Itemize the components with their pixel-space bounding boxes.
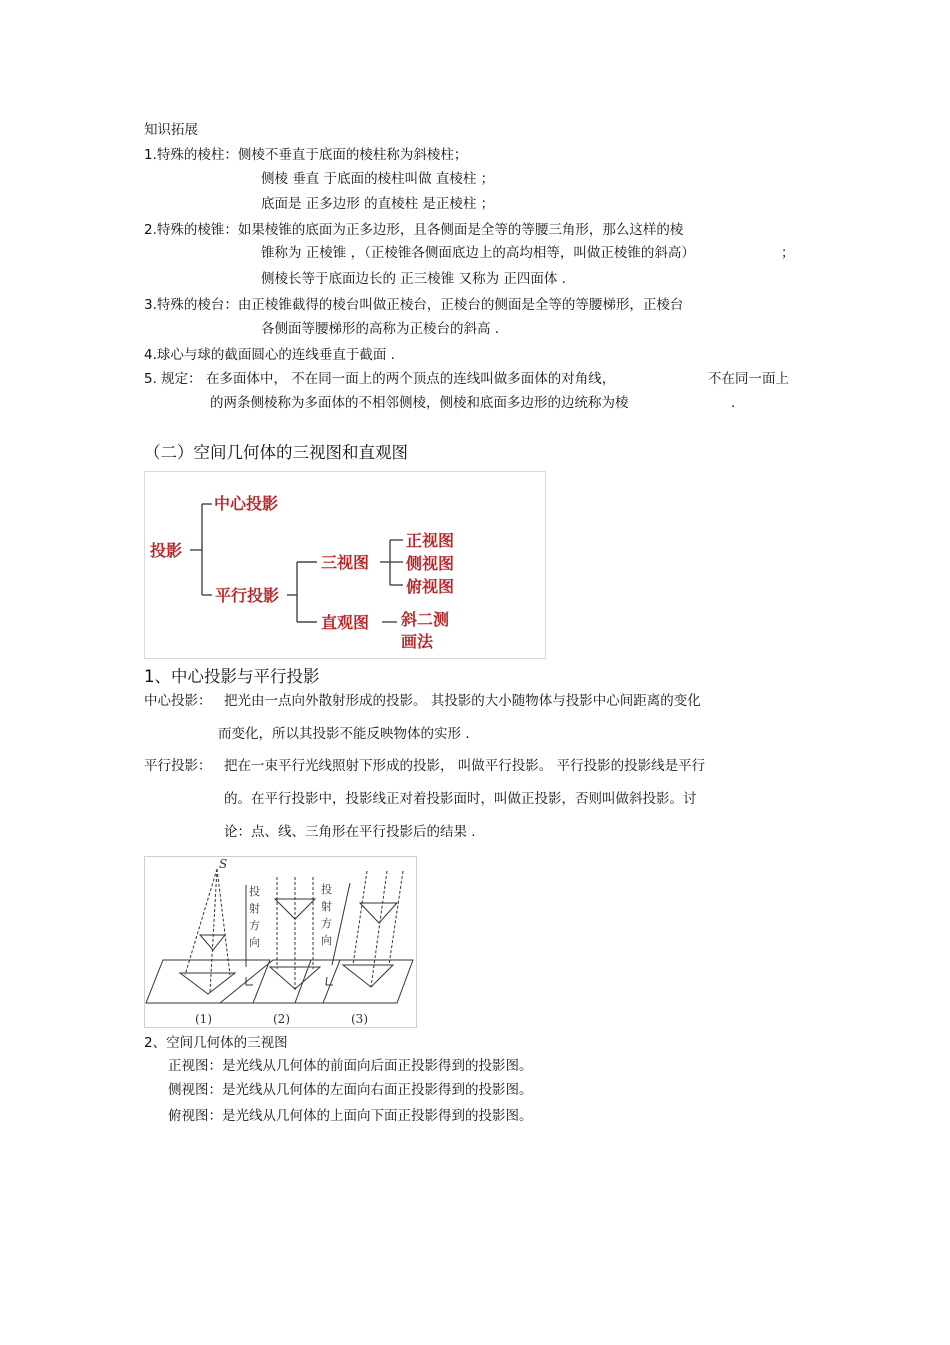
central-projection-line1: 把光由一点向外散射形成的投影。 其投影的大小随物体与投影中心间距离的变化 bbox=[224, 693, 701, 709]
diagram-central-label: 中心投影 bbox=[214, 494, 279, 513]
parallel-projection-line3: 论：点、线、三角形在平行投影后的结果 . bbox=[224, 824, 476, 840]
item2-line1: 2.特殊的棱锥：如果棱锥的底面为正多边形，且各侧面是全等的等腰三角形，那么这样的棱 bbox=[144, 222, 684, 238]
direction-label-char-2: 射 bbox=[249, 902, 260, 915]
parallel-projection-line2: 的。在平行投影中，投影线正对着投影面时，叫做正投影，否则叫做斜投影。讨 bbox=[224, 791, 697, 807]
item5-line2-end: . bbox=[731, 395, 736, 411]
section2-title: （二）空间几何体的三视图和直观图 bbox=[144, 443, 408, 462]
item1-line3: 底面是 正多边形 的直棱柱 是正棱柱 ； bbox=[261, 196, 495, 212]
parallel-projection-label: 平行投影： bbox=[144, 758, 212, 774]
central-projection-line2: 而变化，所以其投影不能反映物体的实形 . bbox=[218, 726, 470, 742]
central-projection-label: 中心投影： bbox=[144, 693, 212, 709]
item2-line2: 锥称为 正棱锥 ，（正棱锥各侧面底边上的高均相等，叫做正棱锥的斜高） bbox=[261, 245, 695, 261]
diagram-root-label: 投影 bbox=[150, 541, 183, 560]
projection-figure bbox=[144, 856, 417, 1028]
projection-tree-diagram bbox=[144, 471, 546, 659]
item3-line2: 各侧面等腰梯形的高称为正棱台的斜高 . bbox=[261, 321, 500, 337]
side-view-definition: 侧视图：是光线从几何体的左面向右面正投影得到的投影图。 bbox=[168, 1082, 533, 1098]
sub2-title: 2、空间几何体的三视图 bbox=[144, 1035, 288, 1051]
item5-line1: 5. 规定： 在多面体中， 不在同一面上的两个顶点的连线叫做多面体的对角线， bbox=[144, 371, 616, 387]
item1-line1: 1.特殊的棱柱：侧棱不垂直于底面的棱柱称为斜棱柱； bbox=[144, 147, 468, 163]
direction-label-2-char-4: 向 bbox=[321, 934, 332, 947]
top-view-definition: 俯视图：是光线从几何体的上面向下面正投影得到的投影图。 bbox=[168, 1108, 533, 1124]
diagram-oblique-label-1: 斜二测 bbox=[401, 610, 450, 629]
item3-line1: 3.特殊的棱台：由正棱锥截得的棱台叫做正棱台，正棱台的侧面是全等的等腰梯形，正棱台 bbox=[144, 297, 684, 313]
item1-line2: 侧棱 垂直 于底面的棱柱叫做 直棱柱 ； bbox=[261, 171, 495, 187]
diagram-three-view-label: 三视图 bbox=[321, 553, 370, 572]
item5-line2: 的两条侧棱称为多面体的不相邻侧棱，侧棱和底面多边形的边统称为棱 bbox=[210, 395, 629, 411]
knowledge-heading: 知识拓展 bbox=[144, 122, 198, 138]
diagram-side-view-label: 侧视图 bbox=[406, 554, 455, 573]
sub1-title: 1、中心投影与平行投影 bbox=[144, 667, 320, 686]
item2-line3: 侧棱长等于底面边长的 正三棱锥 又称为 正四面体 . bbox=[261, 271, 566, 287]
direction-label-char-1: 投 bbox=[249, 885, 260, 898]
diagram-parallel-label: 平行投影 bbox=[215, 586, 280, 605]
diagram-intuitive-label: 直观图 bbox=[321, 613, 370, 632]
diagram-top-view-label: 俯视图 bbox=[406, 577, 455, 596]
front-view-definition: 正视图：是光线从几何体的前面向后面正投影得到的投影图。 bbox=[168, 1058, 533, 1074]
item5-line1-end: 不在同一面上 bbox=[708, 371, 789, 387]
direction-label-2-char-3: 方 bbox=[321, 917, 332, 930]
diagram-front-view-label: 正视图 bbox=[406, 531, 455, 550]
item4-line1: 4.球心与球的截面圆心的连线垂直于截面 . bbox=[144, 347, 395, 363]
caption-2: (2) bbox=[273, 1012, 290, 1026]
direction-label-char-3: 方 bbox=[249, 919, 260, 932]
caption-3: (3) bbox=[351, 1012, 368, 1026]
caption-1: (1) bbox=[195, 1012, 212, 1026]
point-s-label: S bbox=[219, 857, 228, 871]
direction-label-char-4: 向 bbox=[249, 936, 260, 949]
parallel-projection-line1: 把在一束平行光线照射下形成的投影， 叫做平行投影。 平行投影的投影线是平行 bbox=[224, 758, 706, 774]
item2-line2-end: ； bbox=[781, 245, 795, 261]
diagram-oblique-label-2: 画法 bbox=[401, 632, 434, 651]
direction-label-2-char-2: 射 bbox=[321, 900, 332, 913]
direction-label-2-char-1: 投 bbox=[321, 883, 332, 896]
